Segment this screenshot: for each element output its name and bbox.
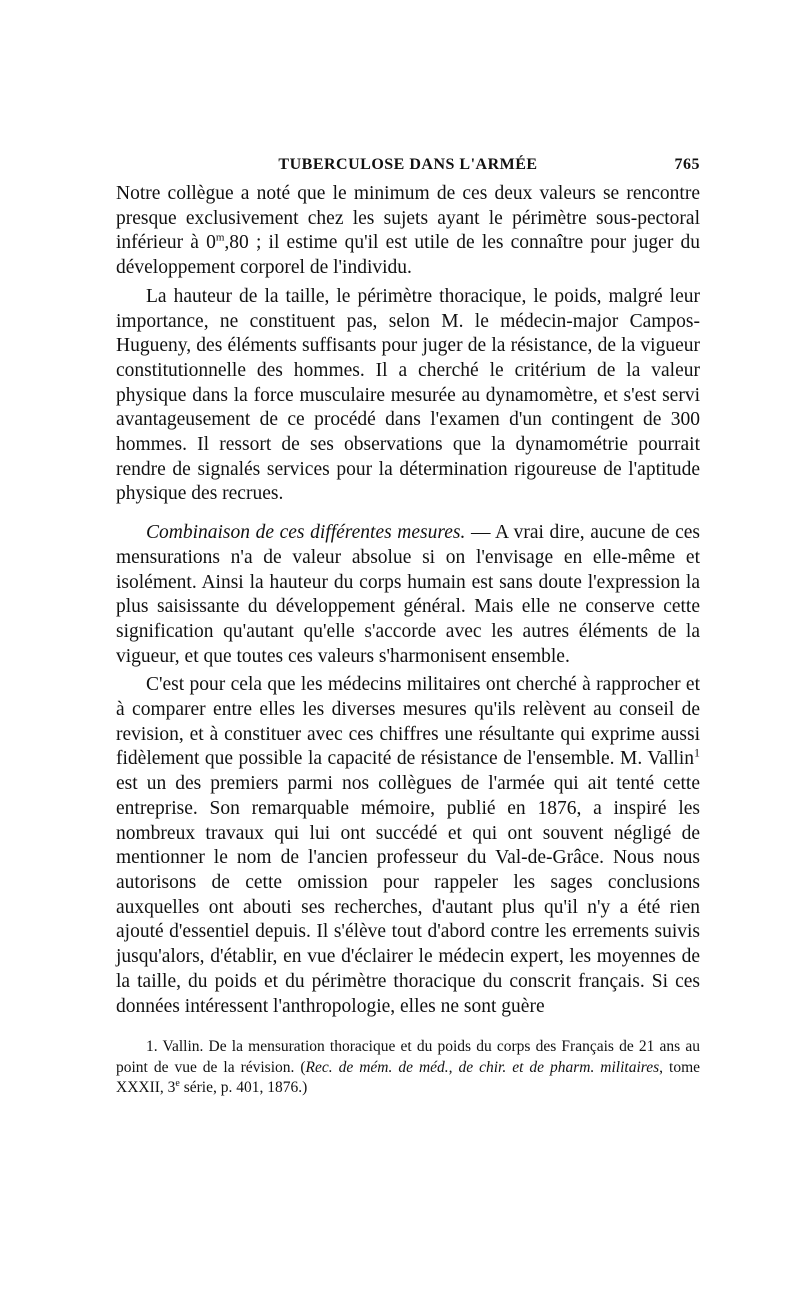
paragraph-4-text-b: est un des premiers parmi nos collègues de l'armée qui ait tenté cette entreprise. Son remarquable mémoire, publié en 1876, a inspiré les nombreux travaux qui lui ont succédé et qui ont souvent négligé de mentionner le nom de l'ancien professeur du Val-de-Grâce. Nous nous autorisons de cette omission pour rappeler les sages conclusions auxquelles ont abouti ses recherches, d'autant plus qu'il n'y a été rien ajouté d'essentiel depuis. Il s'élève tout d'abord contre les errements suivis jusqu'alors, d'établir, en vue d'éclairer le médecin expert, les moyennes de la taille, du poids et du périmètre thoracique du conscrit français. Si ces données intéressent l'anthropologie, elles ne sont guère bbox=[116, 773, 700, 1017]
footnote bbox=[116, 1037, 700, 1099]
book-page bbox=[116, 156, 700, 1099]
page-number: 765 bbox=[674, 156, 700, 173]
paragraph-3 bbox=[116, 521, 700, 669]
unit-superscript: m bbox=[215, 231, 225, 244]
footnote-details: , tome XXXII, 3 bbox=[116, 1058, 701, 1097]
running-title: TUBERCULOSE DANS L'ARMÉE bbox=[278, 156, 538, 173]
footnote-reference: 1 bbox=[694, 745, 700, 760]
footnote-details-end: série, p. 401, 1876.) bbox=[179, 1079, 308, 1097]
body-text bbox=[116, 182, 700, 1019]
running-header bbox=[116, 156, 700, 180]
footnote-text: Vallin. De la mensuration thoracique et du poids du corps des Français de 21 ans au point de vue de la révision. ( bbox=[116, 1038, 700, 1076]
paragraph-4 bbox=[116, 673, 700, 1019]
footnote-number: 1. bbox=[146, 1038, 158, 1056]
paragraph-2: La hauteur de la taille, le périmètre thoracique, le poids, malgré leur importance, ne constituent pas, selon M. le médecin-major Campos-Hugueny, des éléments suffisants pour juger de la résistance, de la vigueur constitutionnelle des hommes. Il a cherché le critérium de la valeur physique dans la force musculaire mesurée au dynamomètre, et s'est servi avantageusement de ce procédé dans l'examen d'un contingent de 300 hommes. Il ressort de ses observations que la dynamométrie pourrait rendre de signalés services pour la détermination rigoureuse de l'aptitude physique des recrues. bbox=[116, 285, 700, 505]
paragraph-3-text: — A vrai dire, aucune de ces mensurations n'a de valeur absolue si on l'envisage en elle-même et isolément. Ainsi la hauteur du corps humain est sans doute l'expression la plus saisissante du développement général. Mais elle ne conserve cette signification qu'autant qu'elle s'accorde avec les autres éléments de la vigueur, et que toutes ces valeurs s'harmonisent ensemble. bbox=[116, 522, 700, 667]
paragraph-4-text-a: C'est pour cela que les médecins militaires ont cherché à rapprocher et à comparer entre elles les diverses mesures qu'ils relèvent au conseil de revision, et à constituer avec ces chiffres une résultante qui exprime aussi fidèlement que possible la capacité de résistance de l'ensemble. M. Vallin bbox=[116, 674, 700, 770]
footnote-series-superscript: e bbox=[175, 1078, 180, 1090]
section-title: Combinaison de ces différentes mesures. bbox=[146, 522, 466, 544]
paragraph-1-text-a: Notre collègue a noté que le minimum de ces deux valeurs se rencontre presque exclusivement chez les sujets ayant le périmètre sous-pectoral inférieur à 0 bbox=[116, 183, 700, 254]
paragraph-1 bbox=[116, 182, 700, 281]
footnote-source: Rec. de mém. de méd., de chir. et de pharm. militaires bbox=[305, 1058, 660, 1076]
paragraph-1-text-b: ,80 ; il estime qu'il est utile de les connaître pour juger du développement corporel de l'individu. bbox=[116, 232, 700, 279]
